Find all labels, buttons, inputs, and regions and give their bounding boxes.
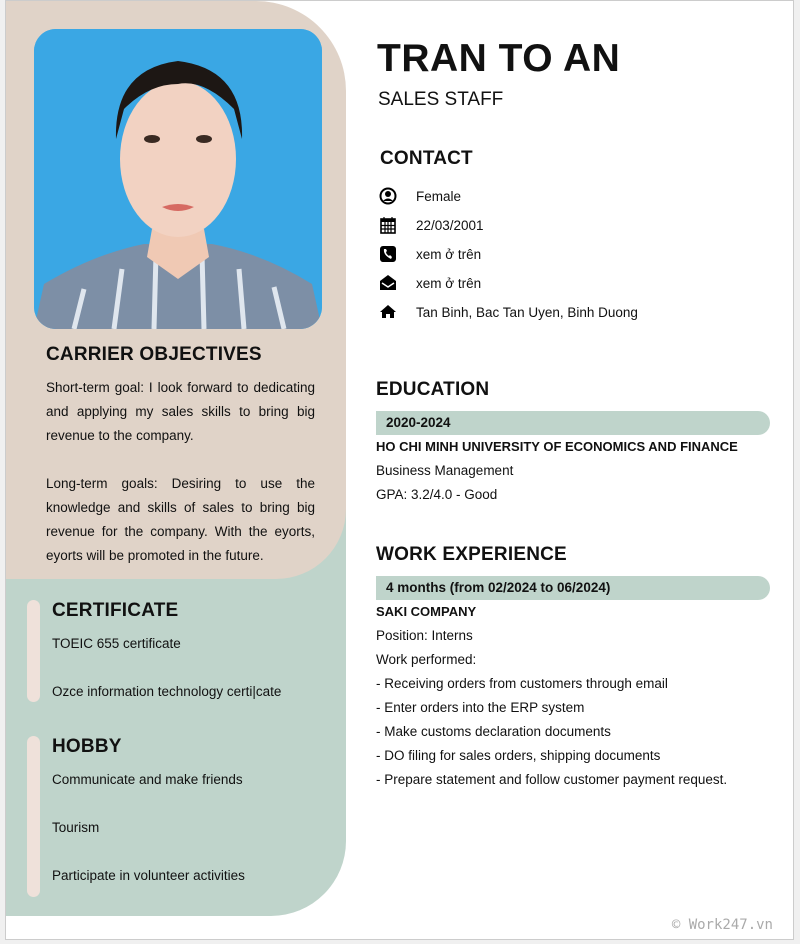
- work-task: - Prepare statement and follow customer payment request.: [376, 772, 728, 787]
- envelope-open-icon: [379, 274, 397, 292]
- calendar-icon: [379, 216, 397, 234]
- hobby-item: Participate in volunteer activities: [52, 868, 245, 883]
- hobby-item: Tourism: [52, 820, 100, 835]
- hobby-accent-bar: [27, 736, 40, 897]
- objectives-heading: CARRIER OBJECTIVES: [46, 344, 262, 365]
- contact-gender: [379, 187, 461, 205]
- objective-long-term: Long-term goals: Desiring to use the knowledge and skills of sales to bring big revenue for the company. With the eyorts, eyorts will be promoted in the future.: [46, 476, 315, 563]
- user-circle-icon: [379, 187, 397, 205]
- objective-short-term: Short-term goal: I look forward to dedicating and applying my sales skills to bring big revenue to the company.: [46, 380, 315, 443]
- hobby-item: Communicate and make friends: [52, 772, 243, 787]
- home-icon: [379, 303, 397, 321]
- work-task: - Enter orders into the ERP system: [376, 700, 585, 715]
- address-value: Tan Binh, Bac Tan Uyen, Binh Duong: [416, 304, 638, 320]
- profile-photo: [34, 29, 322, 329]
- candidate-role: SALES STAFF: [378, 89, 504, 110]
- education-period: 2020-2024: [376, 411, 770, 435]
- work-task: - Receiving orders from customers through email: [376, 676, 668, 691]
- education-school: HO CHI MINH UNIVERSITY OF ECONOMICS AND FINANCE: [376, 439, 738, 454]
- work-position: Position: Interns: [376, 628, 473, 643]
- work-task: - DO filing for sales orders, shipping documents: [376, 748, 661, 763]
- education-major: Business Management: [376, 463, 514, 478]
- phone-value: xem ở trên: [416, 246, 482, 262]
- certificate-accent-bar: [27, 600, 40, 702]
- work-company: SAKI COMPANY: [376, 604, 477, 619]
- contact-heading: CONTACT: [380, 148, 473, 169]
- work-task: - Make customs declaration documents: [376, 724, 611, 739]
- candidate-name: TRAN TO AN: [377, 37, 621, 80]
- certificate-item: Ozce information technology certi|cate: [52, 684, 282, 699]
- certificate-item: TOEIC 655 certificate: [52, 636, 181, 651]
- contact-address: [379, 303, 638, 321]
- email-value: xem ở trên: [416, 275, 482, 291]
- cv-page: [5, 0, 794, 940]
- hobby-heading: HOBBY: [52, 736, 122, 757]
- work-performed-label: Work performed:: [376, 652, 477, 667]
- education-heading: EDUCATION: [376, 379, 490, 400]
- contact-email: [379, 274, 481, 292]
- certificate-heading: CERTIFICATE: [52, 600, 179, 621]
- work-period: 4 months (from 02/2024 to 06/2024): [376, 576, 770, 600]
- contact-dob: [379, 216, 484, 234]
- dob-value: 22/03/2001: [416, 217, 484, 233]
- watermark: © Work247.vn: [671, 917, 773, 933]
- gender-value: Female: [416, 188, 462, 204]
- work-heading: WORK EXPERIENCE: [376, 544, 567, 565]
- contact-phone: [379, 245, 481, 263]
- education-gpa: GPA: 3.2/4.0 - Good: [376, 487, 498, 502]
- phone-icon: [379, 245, 397, 263]
